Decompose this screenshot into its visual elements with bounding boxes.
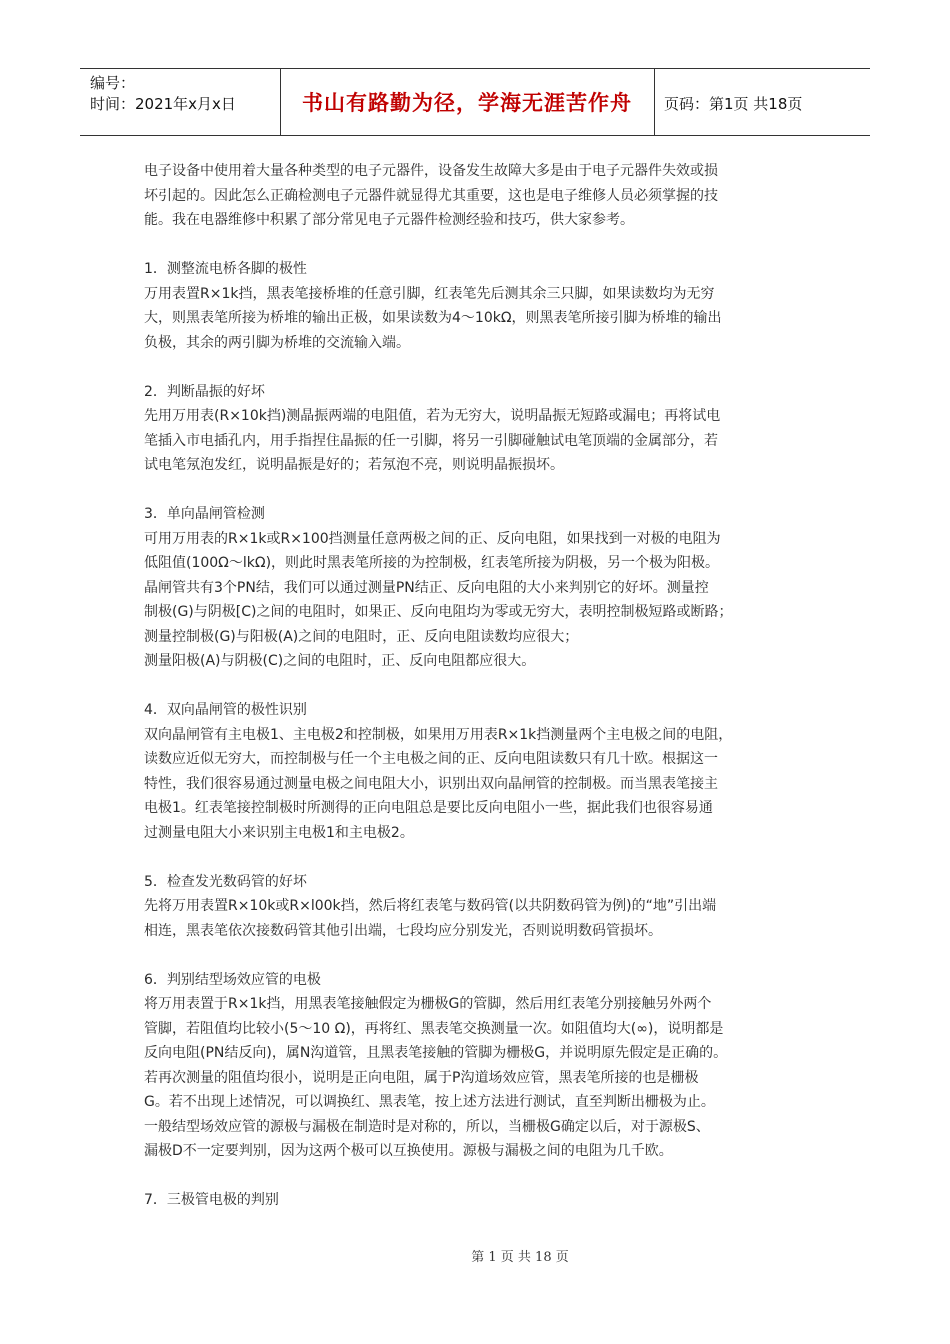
paragraph-line: 测量阳极(A)与阴极(C)之间的电阻时，正、反向电阻都应很大。 [144, 653, 536, 669]
paragraph-line: 先用万用表(R×10k挡)测晶振两端的电阻值，若为无穷大，说明晶振无短路或漏电；再将试电 [144, 408, 721, 424]
intro-line: 坏引起的。因此怎么正确检测电子元器件就显得尤其重要，这也是电子维修人员必须掌握的技 [144, 187, 718, 204]
page-header [80, 68, 870, 136]
section-title: 1．测整流电桥各脚的极性 [144, 261, 307, 277]
intro-line: 电子设备中使用着大量各种类型的电子元器件，设备发生故障大多是由于电子元器件失效或损 [144, 163, 718, 179]
paragraph-line: 管脚，若阻值均比较小(5～10 Ω)，再将红、黑表笔交换测量一次。如阻值均大(∞)，说明都是 [144, 1020, 724, 1037]
paragraph-line: 反向电阻(PN结反向)，属N沟道管，且黑表笔接触的管脚为栅极G，并说明原先假定是正确的。 [144, 1045, 728, 1061]
section-title: 3．单向晶闸管检测 [144, 506, 265, 522]
header-number: 编号： [90, 74, 136, 92]
paragraph-line: 制极(G)与阴极[C)之间的电阻时，如果正、反向电阻均为零或无穷大，表明控制极短路或断路； [144, 604, 733, 620]
paragraph-line: 笔插入市电插孔内，用手指捏住晶振的任一引脚，将另一引脚碰触试电笔顶端的金属部分，若 [144, 432, 718, 449]
header-motto: 书山有路勤为径，学海无涯苦作舟 [302, 91, 632, 115]
footer-page-number: 第 1 页 共 18 页 [471, 1250, 569, 1265]
header-divider [654, 69, 655, 135]
section-title: 5．检查发光数码管的好坏 [144, 873, 307, 890]
paragraph-line: 测量控制极(G)与阳极(A)之间的电阻时，正、反向电阻读数均应很大； [144, 628, 579, 645]
paragraph-line: 电极1。红表笔接控制极时所测得的正向电阻总是要比反向电阻小一些，据此我们也很容易通 [144, 800, 713, 816]
document-body [144, 159, 816, 1213]
section-title: 2．判断晶振的好坏 [144, 383, 265, 400]
section-title: 4．双向晶闸管的极性识别 [144, 702, 307, 718]
paragraph-line: 一般结型场效应管的源极与漏极在制造时是对称的，所以，当栅极G确定以后，对于源极S、 [144, 1118, 710, 1135]
paragraph-line: 特性，我们很容易通过测量电极之间电阻大小，识别出双向晶闸管的控制极。而当黑表笔接主 [144, 775, 718, 792]
paragraph-line: 低阻值(100Ω～lkΩ)，则此时黑表笔所接的为控制极，红表笔所接为阴极，另一个极为阳极。 [144, 555, 720, 571]
intro-line: 能。我在电器维修中积累了部分常见电子元器件检测经验和技巧，供大家参考。 [144, 212, 634, 228]
paragraph-line: 试电笔氖泡发红，说明晶振是好的；若氖泡不亮，则说明晶振损坏。 [144, 457, 564, 473]
header-time: 时间：2021年x月x日 [90, 95, 236, 113]
header-page-number: 页码：第1页 共18页 [664, 95, 803, 113]
paragraph-line: 将万用表置于R×1k挡，用黑表笔接触假定为栅极G的管脚，然后用红表笔分别接触另外两个 [144, 996, 712, 1012]
page-footer [0, 1246, 950, 1265]
paragraph-line: 大，则黑表笔所接为桥堆的输出正极，如果读数为4～10kΩ，则黑表笔所接引脚为桥堆的输出 [144, 310, 722, 326]
paragraph-line: 读数应近似无穷大，而控制极与任一个主电极之间的正、反向电阻读数只有几十欧。根据这一 [144, 751, 718, 767]
paragraph-line: 双向晶闸管有主电极1、主电极2和控制极，如果用万用表R×1k挡测量两个主电极之间的电阻， [144, 726, 733, 743]
paragraph-line: 漏极D不一定要判别，因为这两个极可以互换使用。源极与漏极之间的电阻为几千欧。 [144, 1143, 673, 1159]
header-meta [90, 73, 280, 115]
paragraph-line: 先将万用表置R×10k或R×l00k挡，然后将红表笔与数码管(以共阴数码管为例)的“地”引出端 [144, 898, 717, 914]
paragraph-line: 若再次测量的阻值均很小，说明是正向电阻，属于P沟道场效应管，黑表笔所接的也是栅极 [144, 1069, 699, 1086]
paragraph-line: 可用万用表的R×1k或R×100挡测量任意两极之间的正、反向电阻，如果找到一对极的电阻为 [144, 530, 721, 547]
paragraph-line: 万用表置R×1k挡，黑表笔接桥堆的任意引脚，红表笔先后测其余三只脚，如果读数均为无穷 [144, 285, 715, 302]
paragraph-line: G。若不出现上述情况，可以调换红、黑表笔，按上述方法进行测试，直至判断出栅极为止。 [144, 1094, 715, 1110]
section-title: 7．三极管电极的判别 [144, 1192, 279, 1208]
paragraph-line: 过测量电阻大小来识别主电极1和主电极2。 [144, 824, 414, 841]
paragraph-line: 晶闸管共有3个PN结，我们可以通过测量PN结正、反向电阻的大小来判别它的好坏。测量控 [144, 579, 709, 596]
paragraph-line: 负极，其余的两引脚为桥堆的交流输入端。 [144, 334, 410, 351]
section-title: 6．判别结型场效应管的电极 [144, 971, 321, 988]
paragraph-line: 相连，黑表笔依次接数码管其他引出端，七段均应分别发光，否则说明数码管损坏。 [144, 922, 662, 939]
